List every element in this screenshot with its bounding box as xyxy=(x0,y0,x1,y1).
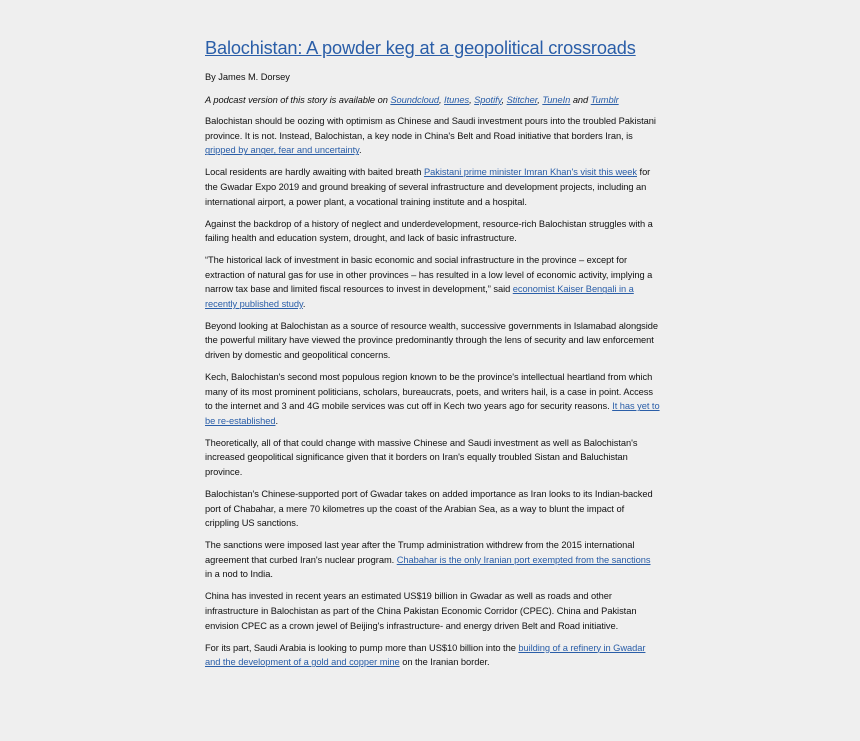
paragraph-text: Kech, Balochistan's second most populous region known to be the province's intellectual heartland from which many of its most prominent politicians, scholars, bureaucrats, poets, and writers hail, is a case in point. Access to the internet and 3 and 4G mobile services was cut off in Kech two years ago for security reasons. xyxy=(205,372,653,412)
article-paragraph xyxy=(205,538,660,582)
article-paragraph xyxy=(205,217,660,246)
inline-link[interactable]: building of a refinery in Gwadar and the development of a gold and copper mine xyxy=(205,642,646,668)
article-paragraph xyxy=(205,589,660,633)
podcast-link-soundcloud[interactable]: Soundcloud xyxy=(390,94,439,105)
paragraph-text: Against the backdrop of a history of neglect and underdevelopment, resource-rich Balochistan struggles with a failing health and education system, drought, and lack of basic infrastructure. xyxy=(205,218,653,244)
inline-link[interactable]: Pakistani prime minister Imran Khan's visit this week xyxy=(423,167,637,178)
podcast-link-stitcher[interactable]: Stitcher xyxy=(506,94,538,105)
article-paragraph xyxy=(205,114,660,158)
article-body xyxy=(205,36,660,677)
paragraph-text: Balochistan should be oozing with optimism as Chinese and Saudi investment pours into the troubled Pakistani province. It is not. Instead, Balochistan, a key node in China's Belt and Road initiative that borders Iran, is xyxy=(205,116,656,141)
article-paragraph xyxy=(205,436,660,480)
paragraph-text: on the Iranian border. xyxy=(399,657,490,668)
paragraph-text: . xyxy=(302,298,306,309)
inline-link[interactable]: gripped by anger, fear and uncertainty xyxy=(205,145,360,156)
paragraph-text: Beyond looking at Balochistan as a source of resource wealth, successive governments in Islamabad alongside the powerful military have viewed the province predominantly through the lens of security and law enforcement driven by domestic and geopolitical concerns. xyxy=(205,320,659,361)
podcast-note: A podcast version of this story is available on Soundcloud, Itunes, Spotify, Stitcher, TuneIn and Tumblr xyxy=(205,94,619,105)
podcast-link-spotify[interactable]: Spotify xyxy=(474,94,502,105)
podcast-link-itunes[interactable]: Itunes xyxy=(444,94,470,105)
article-paragraph xyxy=(205,370,660,428)
podcast-prefix: A podcast version of this story is available on xyxy=(205,94,391,105)
article-paragraph xyxy=(205,253,660,311)
article-paragraph xyxy=(205,487,660,531)
paragraph-text: “The historical lack of investment in basic economic and social infrastructure in the province – except for extraction of natural gas for use in other provinces – has resulted in a low level of economic activity, implying a narrow tax base and limited fiscal resources to invest in development,” said xyxy=(205,255,653,295)
byline: By James M. Dorsey xyxy=(205,72,290,82)
article-paragraph xyxy=(205,641,660,670)
paragraph-text: For its part, Saudi Arabia is looking to pump more than US$10 billion into the xyxy=(205,642,519,653)
paragraph-text: for the Gwadar Expo 2019 and ground breaking of several infrastructure and development projects, including an international airport, a power plant, a vocational training institute and a hospital. xyxy=(205,167,651,207)
article-paragraph xyxy=(205,319,660,363)
paragraph-text: in a nod to India. xyxy=(205,569,273,580)
paragraph-text: Balochistan's Chinese-supported port of Gwadar takes on added importance as Iran looks to its Indian-backed port of Chabahar, a mere 70 kilometres up the coast of the Arabian Sea, as a way to blunt the impact of crippling US sanctions. xyxy=(205,488,653,529)
inline-link[interactable]: economist Kaiser Bengali in a recently published study xyxy=(205,284,634,309)
podcast-link-tumblr[interactable]: Tumblr xyxy=(590,94,619,105)
paragraph-text: Local residents are hardly awaiting with baited breath xyxy=(205,167,424,178)
inline-link[interactable]: Chabahar is the only Iranian port exempted from the sanctions xyxy=(396,554,651,565)
article-paragraphs xyxy=(205,114,660,670)
paragraph-text: . xyxy=(359,145,362,156)
paragraph-text: . xyxy=(275,415,279,426)
paragraph-text: Theoretically, all of that could change with massive Chinese and Saudi investment as well as Balochistan's increased geopolitical significance given that it borders on Iran's equally troubled Sistan and Baluchistan province. xyxy=(205,437,638,477)
article-title[interactable]: Balochistan: A powder keg at a geopolitical crossroads xyxy=(205,38,636,58)
inline-link[interactable]: It has yet to be re-established xyxy=(205,401,660,426)
podcast-link-tunein[interactable]: TuneIn xyxy=(542,94,571,105)
article-paragraph xyxy=(205,165,660,209)
paragraph-text: The sanctions were imposed last year after the Trump administration withdrew from the 2015 international agreement that curbed Iran's nuclear program. xyxy=(205,540,635,565)
paragraph-text: China has invested in recent years an estimated US$19 billion in Gwadar as well as roads and other infrastructure in Balochistan as part of the China Pakistan Economic Corridor (CPEC). China and Pakistan envision CPEC as a crown jewel of Beijing's infrastructure- and energy driven Belt and Road initiative. xyxy=(205,591,637,631)
